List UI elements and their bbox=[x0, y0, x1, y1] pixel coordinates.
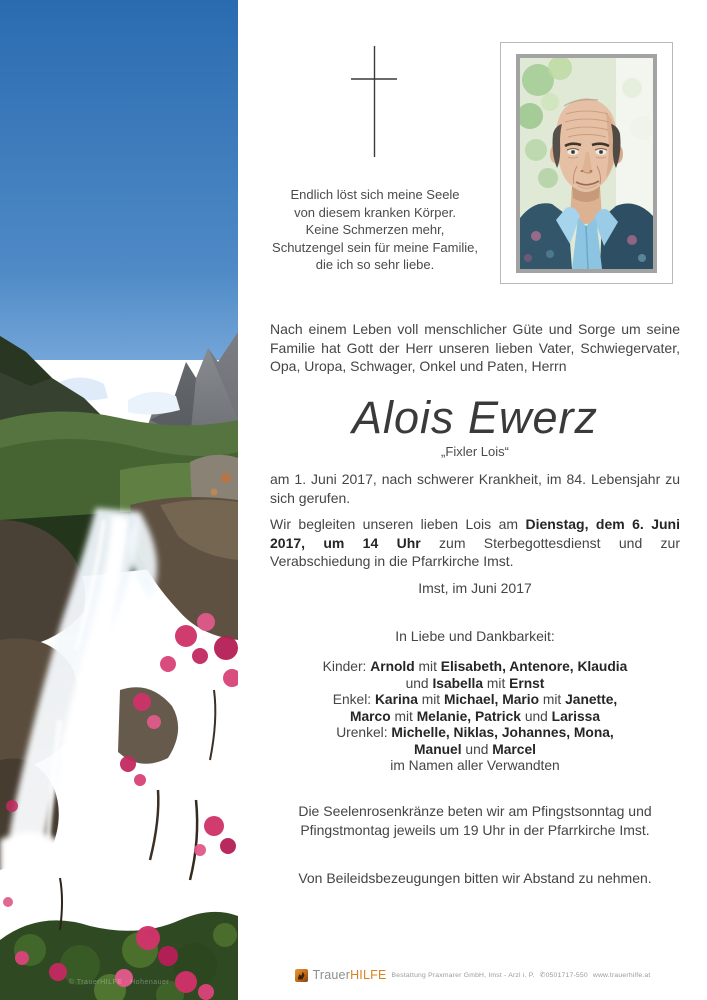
deceased-nickname: „Fixler Lois“ bbox=[441, 444, 509, 459]
photo-credit: © TrauerHILFE · Hohenauer bbox=[68, 979, 170, 986]
death-paragraph: am 1. Juni 2017, nach schwerer Krankheit, im 84. Lebensjahr zu sich gerufen. bbox=[270, 471, 680, 506]
footer-phone: ✆0501717-550 bbox=[539, 972, 588, 979]
sky bbox=[0, 0, 238, 360]
phone-icon: ✆ bbox=[539, 972, 546, 979]
intro-paragraph: Nach einem Leben voll menschlicher Güte und Sorge um seine Familie hat Gott der Herr unseren lieben Vater, Schwiegervater, Opa, Uropa, Schwager, Onkel und Paten, Herrn bbox=[270, 321, 680, 374]
card-content bbox=[238, 0, 707, 1000]
brand-hilfe: HILFE bbox=[350, 968, 387, 982]
snowfield bbox=[128, 392, 180, 415]
brand-trauer: Trauer bbox=[312, 968, 351, 982]
footer-company: Bestattung Praxmarer GmbH, Imst - Arzl i. P. bbox=[391, 971, 535, 979]
alpine-photo bbox=[0, 0, 238, 1000]
alpine-photo-art bbox=[0, 0, 238, 1000]
condolence-line: Von Beileidsbezeugungen bitten wir Abstand zu nehmen. bbox=[298, 870, 652, 886]
footer-website: www.trauerhilfe.at bbox=[592, 971, 651, 979]
poem: Endlich löst sich meine Seele von diesem kranken Körper. Keine Schmerzen mehr, Schutzengel sein für meine Familie, die ich so sehr liebe. bbox=[272, 187, 478, 272]
funeral-paragraph: Wir begleiten unseren lieben Lois am Dienstag, dem 6. Juni 2017, um 14 Uhr zum Sterbegottesdienst und zur Verabschiedung in die Pfarrkirche Imst. bbox=[270, 516, 681, 569]
footer bbox=[238, 968, 707, 982]
place-date: Imst, im Juni 2017 bbox=[418, 580, 532, 596]
family-block: Kinder: Arnold mit Elisabeth, Antenore, Klaudia und Isabella mit Ernst Enkel: Karina mit Michael, Mario mit Janette, Marco mit Melanie, Patrick und Larissa Urenkel: Michelle, Niklas, Johannes, Mona, Manuel und Marcel im Namen aller Verwandten bbox=[322, 659, 628, 773]
portrait-photo bbox=[516, 54, 657, 273]
gratitude-line: In Liebe und Dankbarkeit: bbox=[395, 628, 555, 644]
cross-icon bbox=[351, 45, 397, 158]
trauerhilfe-logo-icon bbox=[295, 969, 308, 982]
deceased-name: Alois Ewerz bbox=[351, 392, 599, 443]
portrait-art bbox=[520, 58, 653, 269]
trauerhilfe-brand bbox=[313, 968, 387, 982]
rosary-paragraph: Die Seelenrosenkränze beten wir am Pfingstsonntag und Pfingstmontag jeweils um 19 Uhr in der Pfarrkirche Imst. bbox=[298, 803, 652, 838]
portrait-frame bbox=[500, 42, 673, 284]
